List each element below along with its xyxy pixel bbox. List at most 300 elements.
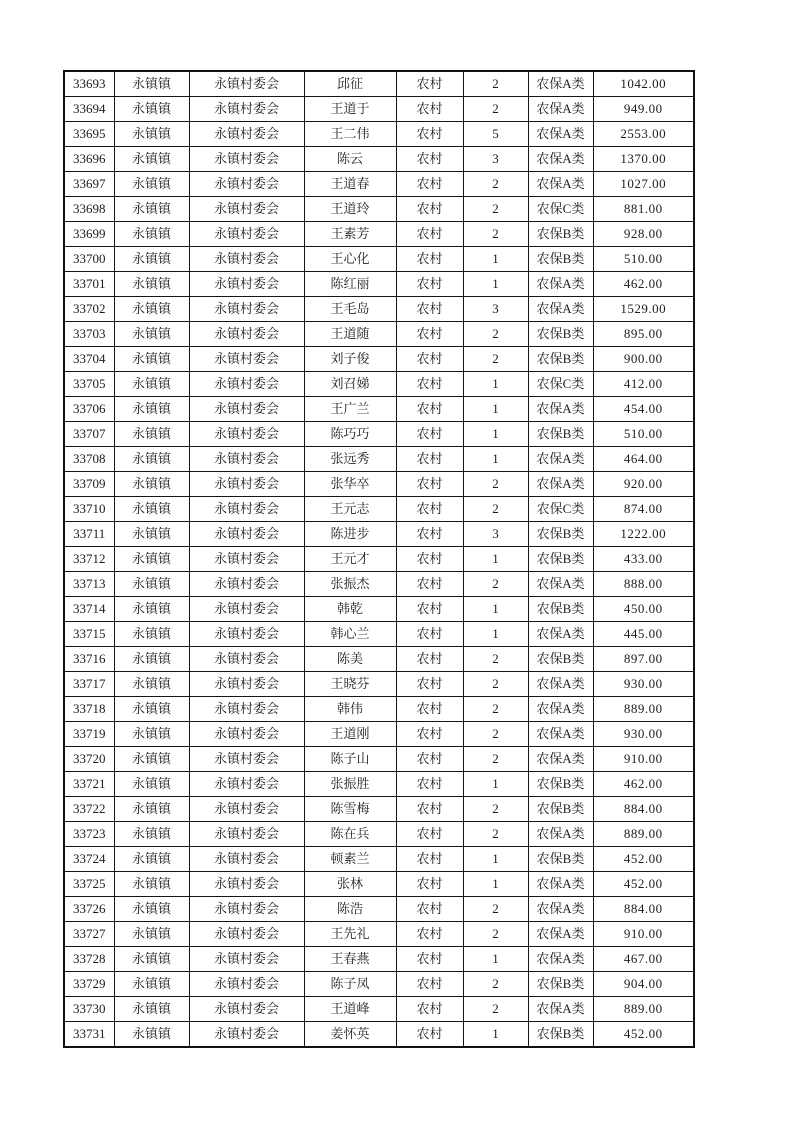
cell-insurance-class: 农保A类 [528,397,593,422]
cell-household-type: 农村 [396,872,463,897]
cell-amount: 510.00 [593,247,694,272]
cell-insurance-class: 农保A类 [528,622,593,647]
cell-town: 永镇镇 [114,97,189,122]
cell-household-type: 农村 [396,922,463,947]
cell-town: 永镇镇 [114,847,189,872]
cell-id: 33700 [64,247,114,272]
cell-name: 王道刚 [304,722,396,747]
cell-id: 33713 [64,572,114,597]
cell-name: 王元志 [304,497,396,522]
table-row [64,272,694,297]
cell-amount: 897.00 [593,647,694,672]
cell-amount: 1529.00 [593,297,694,322]
cell-id: 33720 [64,747,114,772]
cell-amount: 452.00 [593,1022,694,1048]
cell-village-committee: 永镇村委会 [189,847,304,872]
cell-id: 33699 [64,222,114,247]
cell-name: 王元才 [304,547,396,572]
table-row [64,372,694,397]
cell-person-count: 2 [463,972,528,997]
cell-insurance-class: 农保B类 [528,422,593,447]
cell-village-committee: 永镇村委会 [189,647,304,672]
cell-amount: 2553.00 [593,122,694,147]
cell-village-committee: 永镇村委会 [189,247,304,272]
cell-household-type: 农村 [396,122,463,147]
table-row [64,747,694,772]
table-row [64,347,694,372]
cell-id: 33693 [64,71,114,97]
cell-amount: 881.00 [593,197,694,222]
cell-village-committee: 永镇村委会 [189,547,304,572]
cell-household-type: 农村 [396,572,463,597]
cell-town: 永镇镇 [114,422,189,447]
cell-id: 33706 [64,397,114,422]
cell-town: 永镇镇 [114,972,189,997]
cell-name: 陈子山 [304,747,396,772]
cell-name: 陈在兵 [304,822,396,847]
cell-amount: 452.00 [593,847,694,872]
cell-person-count: 2 [463,222,528,247]
cell-village-committee: 永镇村委会 [189,522,304,547]
cell-insurance-class: 农保A类 [528,722,593,747]
cell-amount: 454.00 [593,397,694,422]
cell-insurance-class: 农保B类 [528,847,593,872]
insurance-payment-table [63,70,695,1048]
cell-town: 永镇镇 [114,597,189,622]
table-row [64,822,694,847]
cell-insurance-class: 农保A类 [528,697,593,722]
cell-amount: 900.00 [593,347,694,372]
cell-village-committee: 永镇村委会 [189,397,304,422]
cell-name: 王晓芬 [304,672,396,697]
cell-town: 永镇镇 [114,947,189,972]
cell-insurance-class: 农保B类 [528,522,593,547]
cell-town: 永镇镇 [114,647,189,672]
cell-household-type: 农村 [396,897,463,922]
cell-name: 陈云 [304,147,396,172]
cell-household-type: 农村 [396,797,463,822]
cell-insurance-class: 农保A类 [528,672,593,697]
cell-person-count: 1 [463,422,528,447]
cell-name: 王先礼 [304,922,396,947]
cell-village-committee: 永镇村委会 [189,497,304,522]
cell-insurance-class: 农保A类 [528,822,593,847]
cell-insurance-class: 农保A类 [528,872,593,897]
cell-household-type: 农村 [396,647,463,672]
cell-amount: 910.00 [593,747,694,772]
cell-id: 33719 [64,722,114,747]
cell-insurance-class: 农保A类 [528,922,593,947]
cell-insurance-class: 农保B类 [528,322,593,347]
cell-amount: 412.00 [593,372,694,397]
cell-household-type: 农村 [396,622,463,647]
cell-village-committee: 永镇村委会 [189,472,304,497]
cell-village-committee: 永镇村委会 [189,722,304,747]
table-row [64,572,694,597]
cell-village-committee: 永镇村委会 [189,697,304,722]
cell-household-type: 农村 [396,347,463,372]
cell-id: 33722 [64,797,114,822]
cell-insurance-class: 农保A类 [528,472,593,497]
cell-amount: 884.00 [593,797,694,822]
cell-town: 永镇镇 [114,322,189,347]
cell-town: 永镇镇 [114,997,189,1022]
cell-village-committee: 永镇村委会 [189,572,304,597]
cell-insurance-class: 农保A类 [528,297,593,322]
cell-id: 33712 [64,547,114,572]
cell-person-count: 2 [463,747,528,772]
cell-amount: 920.00 [593,472,694,497]
cell-household-type: 农村 [396,547,463,572]
table-row [64,897,694,922]
cell-village-committee: 永镇村委会 [189,797,304,822]
table-row [64,1022,694,1048]
cell-town: 永镇镇 [114,197,189,222]
table-row [64,447,694,472]
cell-id: 33707 [64,422,114,447]
cell-household-type: 农村 [396,747,463,772]
cell-id: 33723 [64,822,114,847]
table-row [64,872,694,897]
cell-amount: 904.00 [593,972,694,997]
cell-household-type: 农村 [396,322,463,347]
cell-household-type: 农村 [396,497,463,522]
cell-insurance-class: 农保B类 [528,772,593,797]
cell-name: 陈红丽 [304,272,396,297]
cell-insurance-class: 农保B类 [528,647,593,672]
cell-amount: 1042.00 [593,71,694,97]
cell-town: 永镇镇 [114,722,189,747]
cell-amount: 450.00 [593,597,694,622]
cell-insurance-class: 农保A类 [528,147,593,172]
cell-amount: 433.00 [593,547,694,572]
cell-person-count: 1 [463,272,528,297]
cell-name: 王素芳 [304,222,396,247]
cell-amount: 1027.00 [593,172,694,197]
cell-town: 永镇镇 [114,397,189,422]
cell-id: 33725 [64,872,114,897]
cell-town: 永镇镇 [114,172,189,197]
cell-name: 韩心兰 [304,622,396,647]
cell-amount: 928.00 [593,222,694,247]
cell-amount: 874.00 [593,497,694,522]
table-row [64,122,694,147]
table-row [64,597,694,622]
cell-id: 33728 [64,947,114,972]
cell-household-type: 农村 [396,597,463,622]
cell-amount: 462.00 [593,772,694,797]
cell-town: 永镇镇 [114,497,189,522]
cell-id: 33696 [64,147,114,172]
table-row [64,922,694,947]
cell-insurance-class: 农保A类 [528,272,593,297]
cell-name: 王道玲 [304,197,396,222]
cell-person-count: 2 [463,672,528,697]
cell-amount: 889.00 [593,997,694,1022]
cell-id: 33705 [64,372,114,397]
cell-amount: 930.00 [593,672,694,697]
cell-id: 33730 [64,997,114,1022]
cell-amount: 889.00 [593,697,694,722]
cell-village-committee: 永镇村委会 [189,947,304,972]
table-row [64,322,694,347]
cell-amount: 884.00 [593,897,694,922]
cell-id: 33716 [64,647,114,672]
cell-town: 永镇镇 [114,297,189,322]
table-row [64,647,694,672]
cell-person-count: 2 [463,497,528,522]
cell-amount: 452.00 [593,872,694,897]
cell-town: 永镇镇 [114,71,189,97]
cell-household-type: 农村 [396,522,463,547]
cell-town: 永镇镇 [114,347,189,372]
cell-name: 陈子凤 [304,972,396,997]
cell-household-type: 农村 [396,947,463,972]
table-row [64,222,694,247]
table-row [64,522,694,547]
cell-insurance-class: 农保A类 [528,997,593,1022]
cell-person-count: 1 [463,772,528,797]
cell-person-count: 1 [463,372,528,397]
cell-insurance-class: 农保A类 [528,71,593,97]
cell-id: 33731 [64,1022,114,1048]
cell-town: 永镇镇 [114,472,189,497]
cell-amount: 1222.00 [593,522,694,547]
cell-village-committee: 永镇村委会 [189,272,304,297]
cell-village-committee: 永镇村委会 [189,71,304,97]
cell-town: 永镇镇 [114,222,189,247]
cell-village-committee: 永镇村委会 [189,322,304,347]
cell-village-committee: 永镇村委会 [189,672,304,697]
cell-person-count: 2 [463,197,528,222]
cell-village-committee: 永镇村委会 [189,897,304,922]
table-row [64,147,694,172]
cell-town: 永镇镇 [114,922,189,947]
cell-id: 33703 [64,322,114,347]
cell-name: 张振胜 [304,772,396,797]
cell-name: 张林 [304,872,396,897]
cell-town: 永镇镇 [114,522,189,547]
cell-household-type: 农村 [396,672,463,697]
cell-village-committee: 永镇村委会 [189,347,304,372]
cell-village-committee: 永镇村委会 [189,297,304,322]
cell-household-type: 农村 [396,247,463,272]
cell-amount: 930.00 [593,722,694,747]
cell-village-committee: 永镇村委会 [189,972,304,997]
cell-town: 永镇镇 [114,772,189,797]
cell-household-type: 农村 [396,372,463,397]
cell-household-type: 农村 [396,71,463,97]
cell-village-committee: 永镇村委会 [189,222,304,247]
cell-name: 姜怀英 [304,1022,396,1048]
cell-person-count: 2 [463,322,528,347]
cell-id: 33709 [64,472,114,497]
cell-town: 永镇镇 [114,547,189,572]
cell-town: 永镇镇 [114,572,189,597]
cell-name: 王道春 [304,172,396,197]
cell-village-committee: 永镇村委会 [189,997,304,1022]
table-row [64,172,694,197]
cell-village-committee: 永镇村委会 [189,147,304,172]
cell-person-count: 1 [463,872,528,897]
cell-person-count: 2 [463,172,528,197]
cell-id: 33727 [64,922,114,947]
cell-insurance-class: 农保C类 [528,497,593,522]
cell-person-count: 1 [463,247,528,272]
cell-id: 33702 [64,297,114,322]
table-row [64,472,694,497]
cell-household-type: 农村 [396,297,463,322]
cell-name: 陈巧巧 [304,422,396,447]
cell-person-count: 2 [463,797,528,822]
table-row [64,497,694,522]
cell-town: 永镇镇 [114,622,189,647]
cell-insurance-class: 农保A类 [528,747,593,772]
cell-amount: 445.00 [593,622,694,647]
table-row [64,622,694,647]
cell-household-type: 农村 [396,222,463,247]
cell-person-count: 2 [463,697,528,722]
cell-name: 王心化 [304,247,396,272]
cell-person-count: 2 [463,647,528,672]
cell-household-type: 农村 [396,197,463,222]
cell-person-count: 2 [463,997,528,1022]
cell-town: 永镇镇 [114,747,189,772]
cell-name: 陈进步 [304,522,396,547]
cell-person-count: 1 [463,1022,528,1048]
table-row [64,972,694,997]
cell-village-committee: 永镇村委会 [189,622,304,647]
cell-name: 陈雪梅 [304,797,396,822]
cell-person-count: 1 [463,847,528,872]
cell-id: 33714 [64,597,114,622]
cell-household-type: 农村 [396,722,463,747]
cell-person-count: 2 [463,347,528,372]
cell-id: 33724 [64,847,114,872]
cell-town: 永镇镇 [114,122,189,147]
cell-person-count: 5 [463,122,528,147]
table-row [64,697,694,722]
cell-amount: 949.00 [593,97,694,122]
table-row [64,997,694,1022]
table-row [64,422,694,447]
table-row [64,672,694,697]
cell-person-count: 2 [463,922,528,947]
cell-household-type: 农村 [396,447,463,472]
cell-insurance-class: 农保A类 [528,172,593,197]
cell-town: 永镇镇 [114,822,189,847]
cell-town: 永镇镇 [114,372,189,397]
cell-amount: 510.00 [593,422,694,447]
cell-id: 33726 [64,897,114,922]
cell-insurance-class: 农保A类 [528,572,593,597]
cell-insurance-class: 农保B类 [528,347,593,372]
cell-name: 王毛岛 [304,297,396,322]
cell-amount: 1370.00 [593,147,694,172]
cell-name: 王二伟 [304,122,396,147]
cell-amount: 888.00 [593,572,694,597]
cell-household-type: 农村 [396,1022,463,1048]
cell-town: 永镇镇 [114,247,189,272]
cell-id: 33729 [64,972,114,997]
cell-village-committee: 永镇村委会 [189,822,304,847]
table-row [64,947,694,972]
cell-town: 永镇镇 [114,147,189,172]
table-row [64,772,694,797]
cell-town: 永镇镇 [114,1022,189,1048]
cell-name: 韩伟 [304,697,396,722]
cell-household-type: 农村 [396,422,463,447]
cell-insurance-class: 农保B类 [528,797,593,822]
cell-household-type: 农村 [396,972,463,997]
cell-village-committee: 永镇村委会 [189,1022,304,1048]
cell-name: 陈浩 [304,897,396,922]
cell-id: 33694 [64,97,114,122]
cell-person-count: 2 [463,97,528,122]
cell-id: 33717 [64,672,114,697]
cell-household-type: 农村 [396,697,463,722]
cell-town: 永镇镇 [114,272,189,297]
cell-village-committee: 永镇村委会 [189,772,304,797]
cell-amount: 910.00 [593,922,694,947]
cell-person-count: 1 [463,622,528,647]
cell-person-count: 1 [463,947,528,972]
cell-person-count: 1 [463,447,528,472]
cell-insurance-class: 农保A类 [528,947,593,972]
cell-household-type: 农村 [396,397,463,422]
cell-id: 33710 [64,497,114,522]
cell-id: 33721 [64,772,114,797]
cell-name: 张华卒 [304,472,396,497]
cell-name: 王春燕 [304,947,396,972]
cell-person-count: 3 [463,147,528,172]
cell-name: 王道峰 [304,997,396,1022]
cell-town: 永镇镇 [114,697,189,722]
cell-village-committee: 永镇村委会 [189,122,304,147]
table-row [64,297,694,322]
cell-person-count: 2 [463,897,528,922]
cell-amount: 467.00 [593,947,694,972]
cell-insurance-class: 农保B类 [528,597,593,622]
cell-id: 33708 [64,447,114,472]
cell-household-type: 农村 [396,172,463,197]
cell-person-count: 2 [463,822,528,847]
cell-insurance-class: 农保B类 [528,972,593,997]
cell-person-count: 2 [463,722,528,747]
table-row [64,97,694,122]
cell-id: 33695 [64,122,114,147]
cell-household-type: 农村 [396,147,463,172]
cell-household-type: 农村 [396,997,463,1022]
cell-name: 顿素兰 [304,847,396,872]
cell-person-count: 1 [463,597,528,622]
cell-village-committee: 永镇村委会 [189,172,304,197]
cell-insurance-class: 农保B类 [528,1022,593,1048]
cell-name: 陈美 [304,647,396,672]
cell-name: 邱征 [304,71,396,97]
cell-person-count: 2 [463,572,528,597]
cell-amount: 889.00 [593,822,694,847]
cell-person-count: 2 [463,472,528,497]
cell-household-type: 农村 [396,272,463,297]
cell-amount: 464.00 [593,447,694,472]
cell-person-count: 1 [463,547,528,572]
cell-town: 永镇镇 [114,872,189,897]
cell-id: 33715 [64,622,114,647]
cell-insurance-class: 农保B类 [528,247,593,272]
cell-insurance-class: 农保B类 [528,222,593,247]
cell-village-committee: 永镇村委会 [189,422,304,447]
